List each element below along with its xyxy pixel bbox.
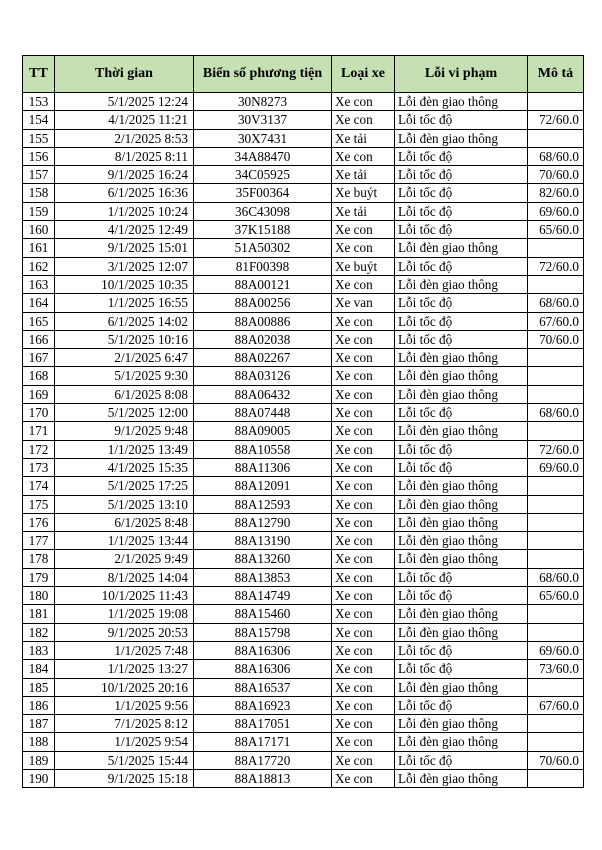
row-time: 1/1/2025 13:49	[55, 440, 194, 458]
row-number: 184	[23, 660, 55, 678]
row-time: 2/1/2025 8:53	[55, 129, 194, 147]
table-row	[23, 257, 584, 275]
row-description	[528, 367, 584, 385]
row-violation: Lỗi tốc độ	[395, 202, 528, 220]
row-time: 9/1/2025 15:18	[55, 769, 194, 787]
row-vehicle-type: Xe con	[332, 404, 395, 422]
row-number: 156	[23, 147, 55, 165]
table-row	[23, 294, 584, 312]
row-vehicle-type: Xe con	[332, 623, 395, 641]
violations-sheet	[22, 55, 583, 788]
row-plate: 34C05925	[194, 166, 332, 184]
row-plate: 88A12593	[194, 495, 332, 513]
table-row	[23, 184, 584, 202]
row-vehicle-type: Xe con	[332, 312, 395, 330]
row-vehicle-type: Xe tải	[332, 166, 395, 184]
row-vehicle-type: Xe con	[332, 513, 395, 531]
row-violation: Lỗi tốc độ	[395, 696, 528, 714]
row-plate: 88A13853	[194, 568, 332, 586]
table-row	[23, 385, 584, 403]
row-plate: 88A13260	[194, 550, 332, 568]
row-violation: Lỗi tốc độ	[395, 458, 528, 476]
table-row	[23, 641, 584, 659]
row-violation: Lỗi đèn giao thông	[395, 769, 528, 787]
row-vehicle-type: Xe van	[332, 294, 395, 312]
row-violation: Lỗi tốc độ	[395, 404, 528, 422]
row-violation: Lỗi tốc độ	[395, 221, 528, 239]
row-vehicle-type: Xe con	[332, 477, 395, 495]
row-number: 186	[23, 696, 55, 714]
row-description	[528, 129, 584, 147]
row-plate: 88A00886	[194, 312, 332, 330]
row-time: 5/1/2025 13:10	[55, 495, 194, 513]
header-tt: TT	[23, 56, 55, 93]
row-vehicle-type: Xe con	[332, 330, 395, 348]
row-number: 178	[23, 550, 55, 568]
row-plate: 88A16306	[194, 660, 332, 678]
header-vehicle-type: Loại xe	[332, 56, 395, 93]
row-plate: 88A16923	[194, 696, 332, 714]
row-plate: 88A18813	[194, 769, 332, 787]
row-description: 69/60.0	[528, 202, 584, 220]
row-vehicle-type: Xe con	[332, 660, 395, 678]
row-description	[528, 623, 584, 641]
row-plate: 88A17051	[194, 715, 332, 733]
table-row	[23, 221, 584, 239]
row-vehicle-type: Xe con	[332, 440, 395, 458]
table-row	[23, 678, 584, 696]
row-time: 4/1/2025 11:21	[55, 111, 194, 129]
row-number: 155	[23, 129, 55, 147]
row-description	[528, 495, 584, 513]
row-time: 6/1/2025 8:08	[55, 385, 194, 403]
row-description: 67/60.0	[528, 696, 584, 714]
row-violation: Lỗi đèn giao thông	[395, 495, 528, 513]
row-description: 68/60.0	[528, 404, 584, 422]
row-description	[528, 733, 584, 751]
table-row	[23, 166, 584, 184]
row-plate: 30N8273	[194, 93, 332, 111]
row-number: 157	[23, 166, 55, 184]
row-plate: 81F00398	[194, 257, 332, 275]
row-plate: 88A16537	[194, 678, 332, 696]
row-number: 177	[23, 532, 55, 550]
row-description: 68/60.0	[528, 147, 584, 165]
row-number: 176	[23, 513, 55, 531]
row-time: 10/1/2025 10:35	[55, 275, 194, 293]
row-vehicle-type: Xe con	[332, 111, 395, 129]
row-violation: Lỗi đèn giao thông	[395, 532, 528, 550]
row-number: 164	[23, 294, 55, 312]
table-row	[23, 422, 584, 440]
row-time: 9/1/2025 9:48	[55, 422, 194, 440]
row-violation: Lỗi đèn giao thông	[395, 275, 528, 293]
row-vehicle-type: Xe tải	[332, 202, 395, 220]
row-description: 68/60.0	[528, 568, 584, 586]
row-description	[528, 349, 584, 367]
row-number: 166	[23, 330, 55, 348]
row-time: 1/1/2025 16:55	[55, 294, 194, 312]
row-vehicle-type: Xe con	[332, 147, 395, 165]
row-time: 5/1/2025 10:16	[55, 330, 194, 348]
row-vehicle-type: Xe con	[332, 349, 395, 367]
table-row	[23, 477, 584, 495]
row-time: 9/1/2025 16:24	[55, 166, 194, 184]
row-number: 174	[23, 477, 55, 495]
row-plate: 88A00256	[194, 294, 332, 312]
table-row	[23, 147, 584, 165]
row-vehicle-type: Xe con	[332, 568, 395, 586]
row-description: 69/60.0	[528, 458, 584, 476]
row-time: 5/1/2025 12:00	[55, 404, 194, 422]
table-row	[23, 513, 584, 531]
row-vehicle-type: Xe buýt	[332, 184, 395, 202]
row-plate: 30X7431	[194, 129, 332, 147]
row-time: 5/1/2025 15:44	[55, 751, 194, 769]
row-vehicle-type: Xe con	[332, 532, 395, 550]
row-description	[528, 93, 584, 111]
row-plate: 88A07448	[194, 404, 332, 422]
row-description	[528, 605, 584, 623]
row-time: 5/1/2025 12:24	[55, 93, 194, 111]
row-description	[528, 275, 584, 293]
row-time: 1/1/2025 19:08	[55, 605, 194, 623]
row-plate: 88A03126	[194, 367, 332, 385]
row-vehicle-type: Xe con	[332, 239, 395, 257]
row-plate: 51A50302	[194, 239, 332, 257]
row-time: 6/1/2025 14:02	[55, 312, 194, 330]
row-vehicle-type: Xe con	[332, 751, 395, 769]
row-time: 5/1/2025 17:25	[55, 477, 194, 495]
row-plate: 37K15188	[194, 221, 332, 239]
row-time: 9/1/2025 20:53	[55, 623, 194, 641]
row-time: 1/1/2025 9:54	[55, 733, 194, 751]
row-time: 2/1/2025 9:49	[55, 550, 194, 568]
row-plate: 88A06432	[194, 385, 332, 403]
table-row	[23, 312, 584, 330]
row-violation: Lỗi đèn giao thông	[395, 349, 528, 367]
table-row	[23, 623, 584, 641]
row-violation: Lỗi tốc độ	[395, 147, 528, 165]
table-row	[23, 550, 584, 568]
row-number: 159	[23, 202, 55, 220]
row-time: 6/1/2025 16:36	[55, 184, 194, 202]
row-violation: Lỗi đèn giao thông	[395, 422, 528, 440]
row-plate: 88A09005	[194, 422, 332, 440]
row-number: 153	[23, 93, 55, 111]
row-violation: Lỗi tốc độ	[395, 257, 528, 275]
row-violation: Lỗi đèn giao thông	[395, 477, 528, 495]
table-row	[23, 568, 584, 586]
table-row	[23, 404, 584, 422]
row-time: 1/1/2025 13:27	[55, 660, 194, 678]
row-violation: Lỗi đèn giao thông	[395, 678, 528, 696]
row-vehicle-type: Xe buýt	[332, 257, 395, 275]
row-number: 171	[23, 422, 55, 440]
row-time: 8/1/2025 8:11	[55, 147, 194, 165]
row-time: 6/1/2025 8:48	[55, 513, 194, 531]
violations-table	[22, 55, 584, 788]
row-violation: Lỗi tốc độ	[395, 330, 528, 348]
row-violation: Lỗi đèn giao thông	[395, 129, 528, 147]
row-plate: 88A02038	[194, 330, 332, 348]
table-row	[23, 93, 584, 111]
header-row	[23, 56, 584, 93]
row-vehicle-type: Xe con	[332, 422, 395, 440]
table-row	[23, 660, 584, 678]
row-description: 72/60.0	[528, 257, 584, 275]
row-number: 183	[23, 641, 55, 659]
row-description	[528, 477, 584, 495]
row-number: 179	[23, 568, 55, 586]
row-number: 165	[23, 312, 55, 330]
row-vehicle-type: Xe con	[332, 93, 395, 111]
header-description: Mô tả	[528, 56, 584, 93]
table-row	[23, 275, 584, 293]
row-description: 70/60.0	[528, 751, 584, 769]
table-row	[23, 733, 584, 751]
table-row	[23, 440, 584, 458]
row-time: 1/1/2025 9:56	[55, 696, 194, 714]
row-number: 154	[23, 111, 55, 129]
row-vehicle-type: Xe con	[332, 715, 395, 733]
row-description	[528, 532, 584, 550]
row-time: 8/1/2025 14:04	[55, 568, 194, 586]
row-time: 7/1/2025 8:12	[55, 715, 194, 733]
row-time: 4/1/2025 12:49	[55, 221, 194, 239]
row-vehicle-type: Xe con	[332, 495, 395, 513]
row-violation: Lỗi tốc độ	[395, 751, 528, 769]
row-description: 69/60.0	[528, 641, 584, 659]
row-number: 167	[23, 349, 55, 367]
table-row	[23, 587, 584, 605]
row-plate: 30V3137	[194, 111, 332, 129]
row-violation: Lỗi tốc độ	[395, 641, 528, 659]
row-violation: Lỗi tốc độ	[395, 184, 528, 202]
row-number: 172	[23, 440, 55, 458]
row-violation: Lỗi đèn giao thông	[395, 385, 528, 403]
row-plate: 88A02267	[194, 349, 332, 367]
row-time: 5/1/2025 9:30	[55, 367, 194, 385]
row-time: 10/1/2025 20:16	[55, 678, 194, 696]
row-number: 182	[23, 623, 55, 641]
row-number: 158	[23, 184, 55, 202]
row-number: 175	[23, 495, 55, 513]
row-violation: Lỗi đèn giao thông	[395, 239, 528, 257]
row-violation: Lỗi đèn giao thông	[395, 513, 528, 531]
row-violation: Lỗi tốc độ	[395, 166, 528, 184]
table-row	[23, 495, 584, 513]
row-vehicle-type: Xe tải	[332, 129, 395, 147]
row-number: 185	[23, 678, 55, 696]
row-violation: Lỗi tốc độ	[395, 660, 528, 678]
row-description: 72/60.0	[528, 111, 584, 129]
row-violation: Lỗi tốc độ	[395, 587, 528, 605]
table-row	[23, 458, 584, 476]
header-plate: Biển số phương tiện	[194, 56, 332, 93]
row-description	[528, 550, 584, 568]
row-description: 67/60.0	[528, 312, 584, 330]
table-row	[23, 367, 584, 385]
row-number: 190	[23, 769, 55, 787]
row-time: 1/1/2025 13:44	[55, 532, 194, 550]
row-violation: Lỗi đèn giao thông	[395, 93, 528, 111]
row-number: 161	[23, 239, 55, 257]
row-time: 1/1/2025 7:48	[55, 641, 194, 659]
row-description: 65/60.0	[528, 221, 584, 239]
row-number: 162	[23, 257, 55, 275]
row-number: 169	[23, 385, 55, 403]
row-vehicle-type: Xe con	[332, 221, 395, 239]
row-description: 72/60.0	[528, 440, 584, 458]
row-time: 10/1/2025 11:43	[55, 587, 194, 605]
row-plate: 88A12091	[194, 477, 332, 495]
table-row	[23, 715, 584, 733]
row-description	[528, 422, 584, 440]
row-plate: 88A15798	[194, 623, 332, 641]
row-plate: 36C43098	[194, 202, 332, 220]
row-plate: 35F00364	[194, 184, 332, 202]
row-description: 70/60.0	[528, 330, 584, 348]
row-description	[528, 385, 584, 403]
row-description: 82/60.0	[528, 184, 584, 202]
row-description	[528, 769, 584, 787]
table-body	[23, 93, 584, 788]
table-row	[23, 532, 584, 550]
row-description: 70/60.0	[528, 166, 584, 184]
row-plate: 88A17720	[194, 751, 332, 769]
row-plate: 88A14749	[194, 587, 332, 605]
row-number: 173	[23, 458, 55, 476]
row-number: 163	[23, 275, 55, 293]
row-description	[528, 239, 584, 257]
row-description	[528, 678, 584, 696]
row-time: 3/1/2025 12:07	[55, 257, 194, 275]
row-number: 168	[23, 367, 55, 385]
row-number: 170	[23, 404, 55, 422]
row-violation: Lỗi đèn giao thông	[395, 733, 528, 751]
row-plate: 88A15460	[194, 605, 332, 623]
row-vehicle-type: Xe con	[332, 385, 395, 403]
row-violation: Lỗi đèn giao thông	[395, 367, 528, 385]
row-plate: 34A88470	[194, 147, 332, 165]
table-row	[23, 349, 584, 367]
table-row	[23, 696, 584, 714]
row-number: 189	[23, 751, 55, 769]
row-violation: Lỗi tốc độ	[395, 568, 528, 586]
row-time: 9/1/2025 15:01	[55, 239, 194, 257]
row-number: 188	[23, 733, 55, 751]
row-plate: 88A13190	[194, 532, 332, 550]
row-plate: 88A00121	[194, 275, 332, 293]
table-row	[23, 129, 584, 147]
row-vehicle-type: Xe con	[332, 769, 395, 787]
row-description	[528, 715, 584, 733]
row-vehicle-type: Xe con	[332, 587, 395, 605]
row-vehicle-type: Xe con	[332, 641, 395, 659]
row-number: 180	[23, 587, 55, 605]
table-row	[23, 111, 584, 129]
row-number: 181	[23, 605, 55, 623]
table-row	[23, 605, 584, 623]
row-violation: Lỗi tốc độ	[395, 440, 528, 458]
row-time: 2/1/2025 6:47	[55, 349, 194, 367]
table-row	[23, 769, 584, 787]
row-vehicle-type: Xe con	[332, 367, 395, 385]
row-vehicle-type: Xe con	[332, 550, 395, 568]
row-description: 73/60.0	[528, 660, 584, 678]
row-time: 1/1/2025 10:24	[55, 202, 194, 220]
row-violation: Lỗi đèn giao thông	[395, 605, 528, 623]
row-violation: Lỗi đèn giao thông	[395, 623, 528, 641]
row-description	[528, 513, 584, 531]
table-row	[23, 202, 584, 220]
row-plate: 88A17171	[194, 733, 332, 751]
row-vehicle-type: Xe con	[332, 275, 395, 293]
row-violation: Lỗi tốc độ	[395, 111, 528, 129]
row-vehicle-type: Xe con	[332, 733, 395, 751]
row-vehicle-type: Xe con	[332, 678, 395, 696]
row-violation: Lỗi tốc độ	[395, 294, 528, 312]
row-number: 160	[23, 221, 55, 239]
row-plate: 88A16306	[194, 641, 332, 659]
row-vehicle-type: Xe con	[332, 696, 395, 714]
row-plate: 88A11306	[194, 458, 332, 476]
row-number: 187	[23, 715, 55, 733]
row-violation: Lỗi đèn giao thông	[395, 550, 528, 568]
table-row	[23, 239, 584, 257]
row-plate: 88A12790	[194, 513, 332, 531]
row-violation: Lỗi đèn giao thông	[395, 715, 528, 733]
table-row	[23, 751, 584, 769]
header-time: Thời gian	[55, 56, 194, 93]
header-violation: Lỗi vi phạm	[395, 56, 528, 93]
row-vehicle-type: Xe con	[332, 605, 395, 623]
row-description: 68/60.0	[528, 294, 584, 312]
table-row	[23, 330, 584, 348]
row-time: 4/1/2025 15:35	[55, 458, 194, 476]
row-plate: 88A10558	[194, 440, 332, 458]
row-vehicle-type: Xe con	[332, 458, 395, 476]
row-description: 65/60.0	[528, 587, 584, 605]
row-violation: Lỗi tốc độ	[395, 312, 528, 330]
